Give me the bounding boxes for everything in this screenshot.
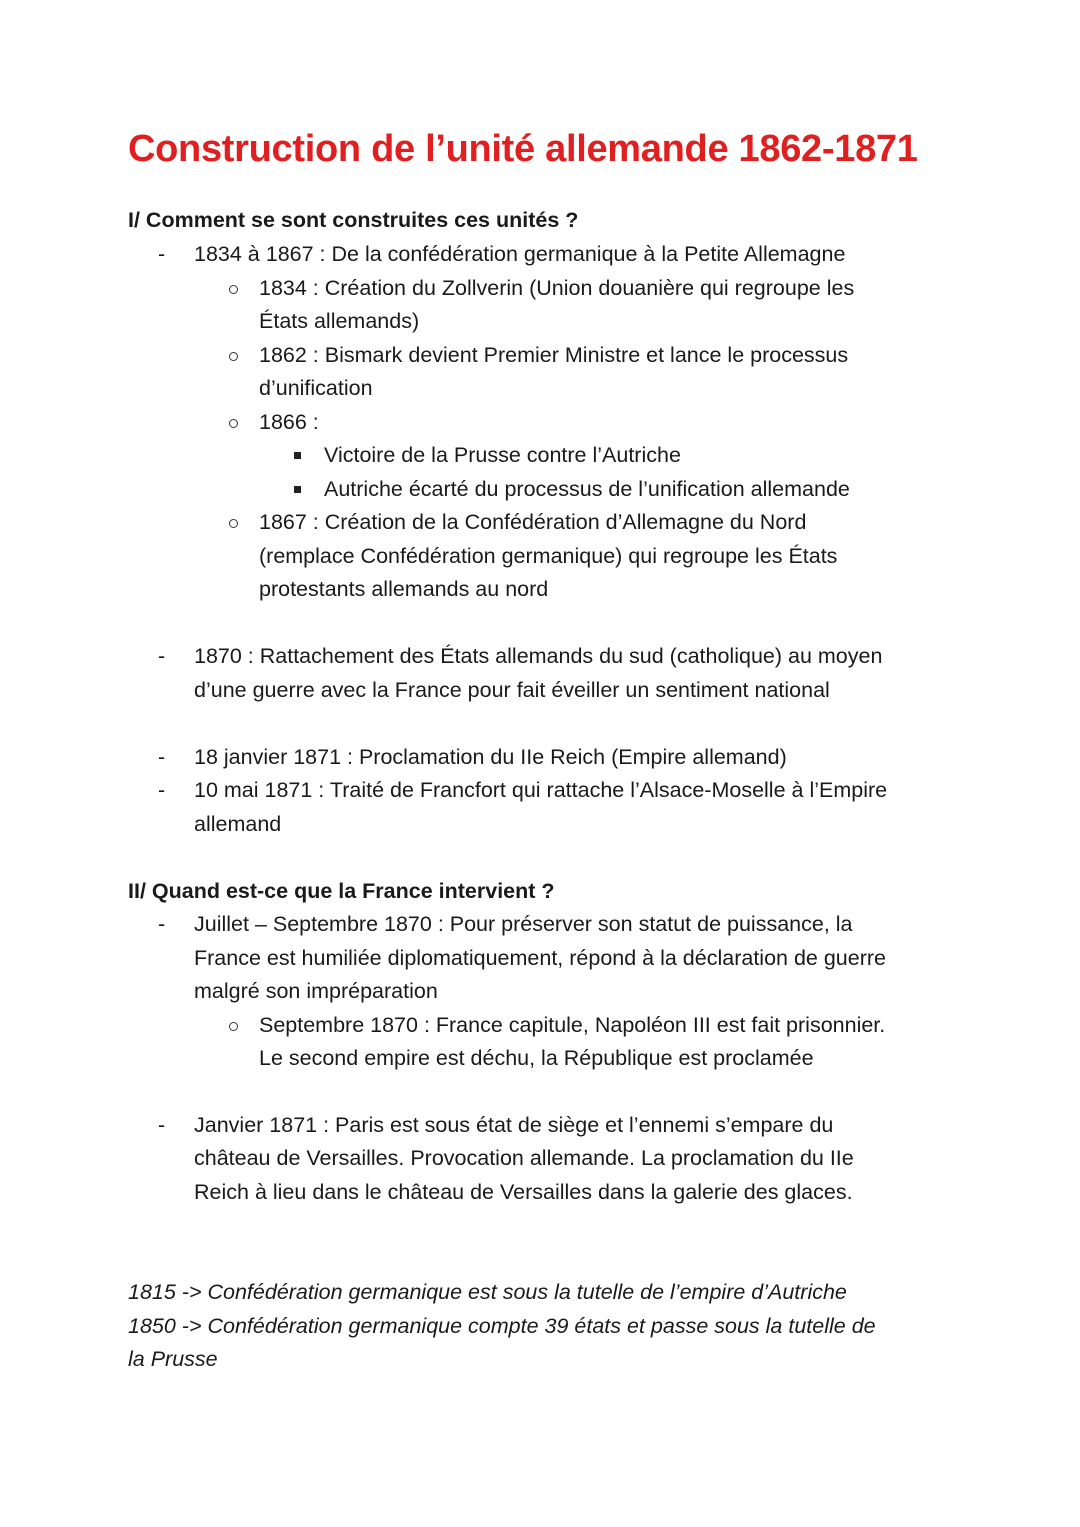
list-item-continuation: allemand: [194, 812, 282, 836]
circle-bullet-icon: [229, 285, 238, 294]
circle-bullet-icon: [229, 1022, 238, 1031]
note-line: la Prusse: [128, 1347, 218, 1371]
list-item: 18 janvier 1871 : Proclamation du IIe Reich (Empire allemand): [194, 745, 787, 769]
square-bullet-icon: [294, 452, 301, 459]
list-item: 1866 :: [259, 410, 319, 434]
page-title: Construction de l’unité allemande 1862-1871: [128, 128, 918, 170]
square-bullet-icon: [294, 486, 301, 493]
list-item: 10 mai 1871 : Traité de Francfort qui rattache l’Alsace-Moselle à l’Empire: [194, 778, 888, 802]
list-item: Septembre 1870 : France capitule, Napoléon III est fait prisonnier.: [259, 1013, 886, 1037]
list-item: 1834 à 1867 : De la confédération germanique à la Petite Allemagne: [194, 242, 846, 266]
list-item-continuation: château de Versailles. Provocation allemande. La proclamation du IIe: [194, 1146, 854, 1170]
list-item: 1834 : Création du Zollverin (Union douanière qui regroupe les: [259, 276, 855, 300]
dash-bullet: -: [158, 644, 166, 668]
note-line: 1850 -> Confédération germanique compte 39 états et passe sous la tutelle de: [128, 1314, 876, 1338]
circle-bullet-icon: [229, 519, 238, 528]
list-item: Juillet – Septembre 1870 : Pour préserver son statut de puissance, la: [194, 912, 853, 936]
dash-bullet: -: [158, 912, 166, 936]
circle-bullet-icon: [229, 352, 238, 361]
note-line: 1815 -> Confédération germanique est sous la tutelle de l’empire d’Autriche: [128, 1280, 847, 1304]
list-item: 1870 : Rattachement des États allemands du sud (catholique) au moyen: [194, 644, 883, 668]
list-item-continuation: États allemands): [259, 309, 420, 333]
list-item: 1862 : Bismark devient Premier Ministre et lance le processus: [259, 343, 849, 367]
list-item-continuation: (remplace Confédération germanique) qui regroupe les États: [259, 544, 838, 568]
list-item: Janvier 1871 : Paris est sous état de siège et l’ennemi s’empare du: [194, 1113, 834, 1137]
list-item: Victoire de la Prusse contre l’Autriche: [324, 443, 681, 467]
list-item-continuation: Reich à lieu dans le château de Versailles dans la galerie des glaces.: [194, 1180, 853, 1204]
dash-bullet: -: [158, 1113, 166, 1137]
circle-bullet-icon: [229, 419, 238, 428]
dash-bullet: -: [158, 745, 166, 769]
list-item-continuation: malgré son impréparation: [194, 979, 438, 1003]
list-item-continuation: Le second empire est déchu, la République est proclamée: [259, 1046, 814, 1070]
list-item-continuation: protestants allemands au nord: [259, 577, 549, 601]
list-item: Autriche écarté du processus de l’unification allemande: [324, 477, 850, 501]
list-item-continuation: d’unification: [259, 376, 373, 400]
list-item-continuation: France est humiliée diplomatiquement, répond à la déclaration de guerre: [194, 946, 886, 970]
dash-bullet: -: [158, 778, 166, 802]
section-2-heading: II/ Quand est-ce que la France intervient ?: [128, 879, 555, 903]
list-item-continuation: d’une guerre avec la France pour fait éveiller un sentiment national: [194, 678, 830, 702]
list-item: 1867 : Création de la Confédération d’Allemagne du Nord: [259, 510, 807, 534]
dash-bullet: -: [158, 242, 166, 266]
section-1-heading: I/ Comment se sont construites ces unités ?: [128, 208, 579, 232]
